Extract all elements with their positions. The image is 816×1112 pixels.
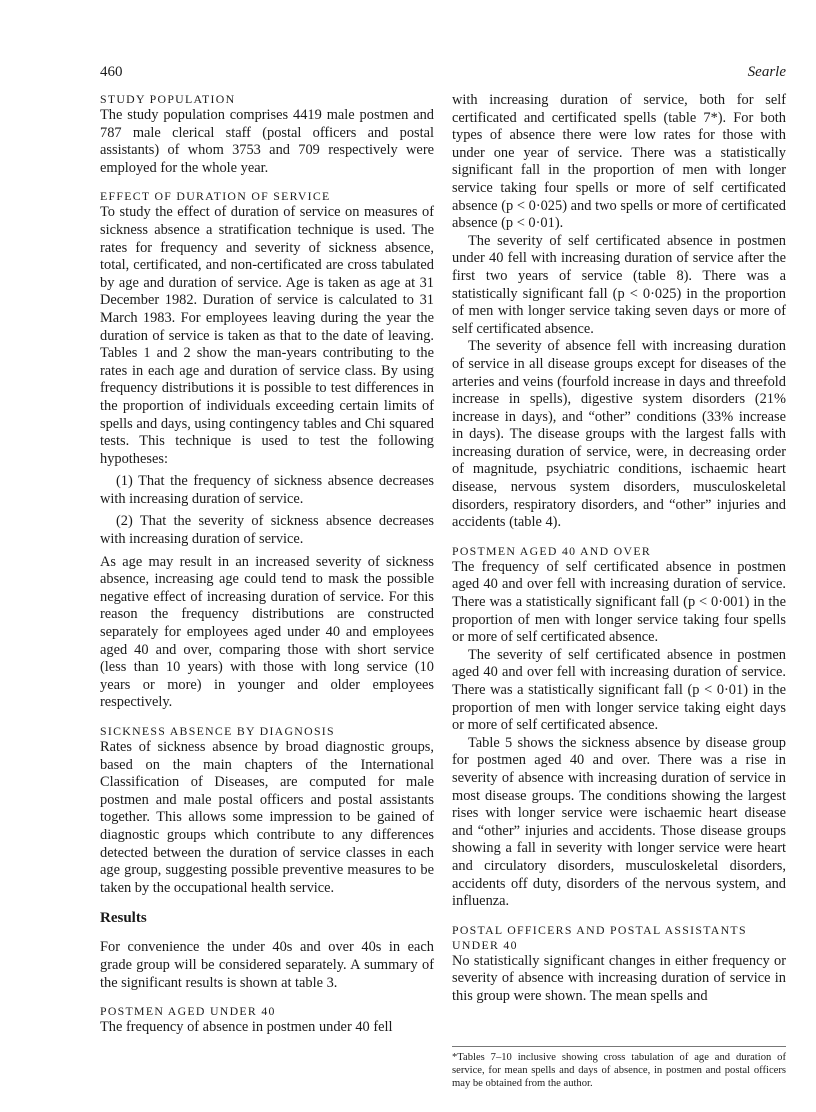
results-paragraph: For convenience the under 40s and over 40s in each grade group will be considered separately. A summary of the significant results is shown at table 3.	[100, 939, 434, 991]
left-column	[100, 92, 434, 1037]
duration-of-service-paragraph: To study the effect of duration of service on measures of sickness absence a stratification technique is used. The rates for frequency and severity of sickness absence, total, certificated, and non-certificated are cross tabulated by age and duration of service. Age is taken as age at 31 December 1982. Duration of service is calculated to 31 March 1983. For employees leaving during the year the duration of service is taken as that to the date of leaving. Tables 1 and 2 show the man-years contributing to the rates in each age and duration of service class. By using frequency distributions it is possible to test differences in the proportion of individuals exceeding certain limits of spells and days, using contingency tables and Chi squared tests. This technique is used to test the following hypotheses:	[100, 204, 434, 467]
footnote-text: *Tables 7–10 inclusive showing cross tabulation of age and duration of service, for mean spells and days of absence, in postmen and postal officers may be obtained from the author.	[452, 1052, 786, 1090]
hypothesis-2: (2) That the severity of sickness absence decreases with increasing duration of service.	[100, 513, 434, 548]
diagnosis-heading: SICKNESS ABSENCE BY DIAGNOSIS	[100, 724, 335, 738]
postmen-under-40-heading: POSTMEN AGED UNDER 40	[100, 1004, 276, 1019]
diagnosis-paragraph: Rates of sickness absence by broad diagnostic groups, based on the main chapters of the International Classification of Diseases, are computed for male postmen and male postal officers and postal assistants together. This allows some impression to be gained of diagnostic groups which contribute to any differences detected between the duration of service classes in each age group, suggesting possible preventive measures to be taken by the occupational health service.	[100, 739, 434, 896]
postmen-40-and-over-severity-paragraph: The severity of self certificated absence in postmen aged 40 and over fell with increasing duration of service. There was a statistically significant fall (p < 0·01) in the proportion of men with longer service taking eight days or more of self certificated absence.	[452, 646, 786, 734]
hypothesis-1: (1) That the frequency of sickness absence decreases with increasing duration of service.	[100, 473, 434, 507]
running-head: Searle	[747, 64, 786, 80]
age-masking-paragraph: As age may result in an increased severity of sickness absence, increasing age could tend to mask the possible negative effect of increasing duration of service. For this reason the frequency distributions are constructed separately for employees aged under 40 and employees aged 40 and over, comparing those with short service (less than 10 years) with those with long service (10 years or more) in younger and older employees respectively.	[100, 553, 434, 711]
study-population-heading: STUDY POPULATION	[100, 92, 236, 106]
postmen-under-40-paragraph-start: The frequency of absence in postmen under 40 fell	[100, 1019, 393, 1036]
postmen-40-and-over-heading: POSTMEN AGED 40 AND OVER	[452, 543, 651, 558]
duration-of-service-heading: EFFECT OF DURATION OF SERVICE	[100, 189, 331, 204]
postal-officers-paragraph: No statistically significant changes in either frequency or severity of absence with increasing duration of service in this group were shown. The mean spells and	[452, 952, 786, 1004]
postal-officers-heading: POSTAL OFFICERS AND POSTAL ASSISTANTS UNDER 40	[452, 922, 747, 952]
page-number: 460	[100, 64, 123, 80]
page-header	[100, 64, 786, 86]
postmen-under-40-paragraph-continued: with increasing duration of service, both for self certificated and certificated spells (table 7*). For both types of absence there were low rates for those with under one year of service. There was a statistically significant fall in the proportion of men with longer service taking four spells or more of self certificated absence (p < 0·025) and two spells or more of certificated absence (p < 0·01).	[452, 92, 786, 232]
study-population-paragraph: The study population comprises 4419 male postmen and 787 male clerical staff (postal officers and postal assistants) of whom 3753 and 709 respectively were employed for the whole year.	[100, 107, 434, 176]
postmen-under-40-severity-paragraph: The severity of self certificated absence in postmen under 40 fell with increasing duration of service after the first two years of service (table 8). There was a statistically significant fall (p < 0·025) in the proportion of men with longer service taking seven days or more of self certificated absence.	[452, 232, 786, 337]
postmen-under-40-disease-paragraph: The severity of absence fell with increasing duration of service in all disease groups except for diseases of the arteries and veins (fourfold increase in days and threefold increase in spells), digestive system disorders (21% increase in days), and “other” conditions (33% increase in days). The disease groups with the largest falls with increasing duration of service, were, in decreasing order of magnitude, psychiatric conditions, ischaemic heart disease, nervous system disorders, musculoskeletal disorders, respiratory disorders, and “other” injuries and accidents (table 4).	[452, 338, 786, 531]
postmen-40-and-over-frequency-paragraph: The frequency of self certificated absence in postmen aged 40 and over fell with increasing duration of service. There was a statistically significant fall (p < 0·001) in the proportion of men with longer service taking four spells or more of self certificated absence.	[452, 558, 786, 646]
results-heading: Results	[100, 910, 147, 927]
right-column	[452, 92, 786, 1006]
footnote	[452, 1046, 786, 1091]
postmen-40-and-over-disease-paragraph: Table 5 shows the sickness absence by disease group for postmen aged 40 and over. There was a rise in severity of absence with increasing duration of service in most disease groups. The conditions showing the largest rises with longer service were ischaemic heart disease and “other” injuries and accidents. Those disease groups showing a fall in severity with longer service were heart and circulatory disorders, musculoskeletal disorders, accidents off duty, disorders of the nervous system, and influenza.	[452, 734, 786, 910]
